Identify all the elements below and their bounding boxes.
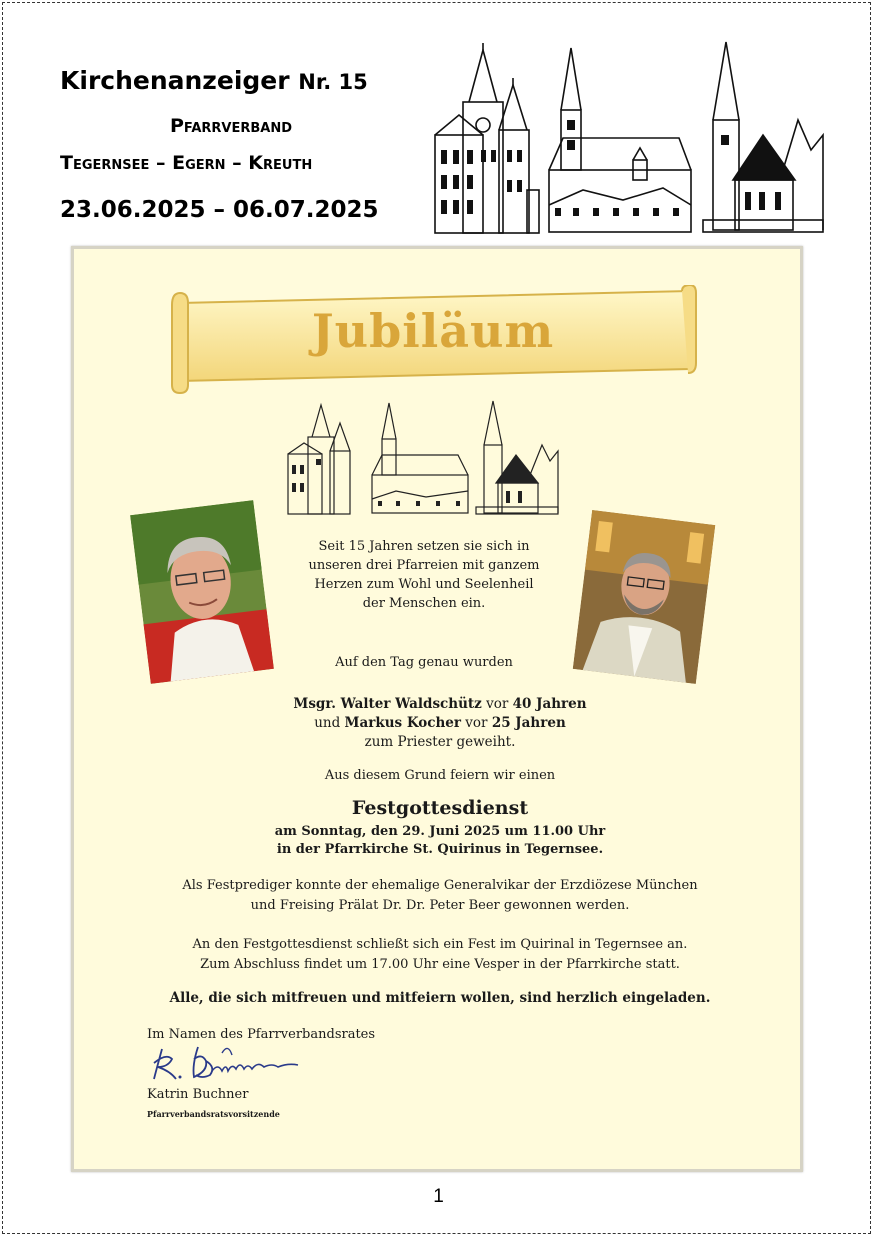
- intro-line: unseren drei Pfarreien mit ganzem: [308, 558, 540, 573]
- priest2-years: 25 Jahren: [491, 715, 566, 731]
- after-text: [74, 935, 806, 975]
- day-line: Auf den Tag genau wurden: [335, 655, 513, 670]
- priest-photo-waldschuetz: [130, 500, 274, 684]
- reason-line: Aus diesem Grund feiern wir einen: [324, 768, 556, 783]
- after-line: Zum Abschluss findet um 17.00 Uhr eine Vesper in der Pfarrkirche statt.: [200, 957, 680, 972]
- fest-when: am Sonntag, den 29. Juni 2025 um 11.00 Uhr: [274, 824, 606, 839]
- preacher-line: und Freising Prälat Dr. Dr. Peter Beer gewonnen werden.: [250, 898, 630, 913]
- ordained-line: zum Priester geweiht.: [364, 734, 516, 750]
- priest1-name: Msgr. Walter Waldschütz: [293, 696, 482, 712]
- page-title: Kirchenanzeiger Nr. 15: [60, 66, 368, 95]
- signer-name: Katrin Buchner: [147, 1087, 249, 1102]
- priests-text: [74, 695, 806, 752]
- priest2-name: Markus Kocher: [344, 715, 461, 731]
- parishes-label: Tegernsee – Egern – Kreuth: [60, 152, 313, 174]
- three-churches-icon: [433, 40, 825, 234]
- invitation: Alle, die sich mitfreuen und mitfeiern wollen, sind herzlich eingeladen.: [169, 990, 711, 1006]
- banner-title: Jubiläum: [311, 304, 555, 358]
- fest-title: Festgottesdienst: [351, 797, 529, 819]
- intro-line: Herzen zum Wohl und Seelenheil: [314, 577, 534, 592]
- jubilee-poster: [71, 246, 803, 1172]
- page-number: 1: [433, 1186, 444, 1207]
- signer-role: Pfarrverbandsratsvorsitzende: [147, 1109, 280, 1119]
- priest2-pre: und: [314, 715, 341, 731]
- signature-image: [148, 1041, 308, 1085]
- after-line: An den Festgottesdienst schließt sich ein Fest im Quirinal in Tegernsee an.: [192, 937, 688, 952]
- intro-line: Seit 15 Jahren setzen sie sich in: [318, 539, 530, 554]
- preacher-line: Als Festprediger konnte der ehemalige Generalvikar der Erzdiözese München: [182, 878, 698, 893]
- priest1-mid: vor: [486, 696, 509, 712]
- issue-number: Nr. 15: [298, 70, 368, 94]
- priest1-years: 40 Jahren: [512, 696, 587, 712]
- priest-photo-kocher: [573, 510, 716, 684]
- date-range: 23.06.2025 – 06.07.2025: [60, 197, 379, 223]
- intro-text: [274, 537, 574, 613]
- fest-where: in der Pfarrkirche St. Quirinus in Tegernsee.: [276, 842, 604, 857]
- priest2-mid: vor: [465, 715, 488, 731]
- pfarrverband-label: Pfarrverband: [170, 115, 292, 137]
- preacher-text: [74, 876, 806, 916]
- on-behalf-line: Im Namen des Pfarrverbandsrates: [147, 1027, 376, 1042]
- intro-line: der Menschen ein.: [362, 596, 486, 611]
- three-churches-small-icon: [286, 399, 560, 515]
- fest-details: [74, 823, 806, 859]
